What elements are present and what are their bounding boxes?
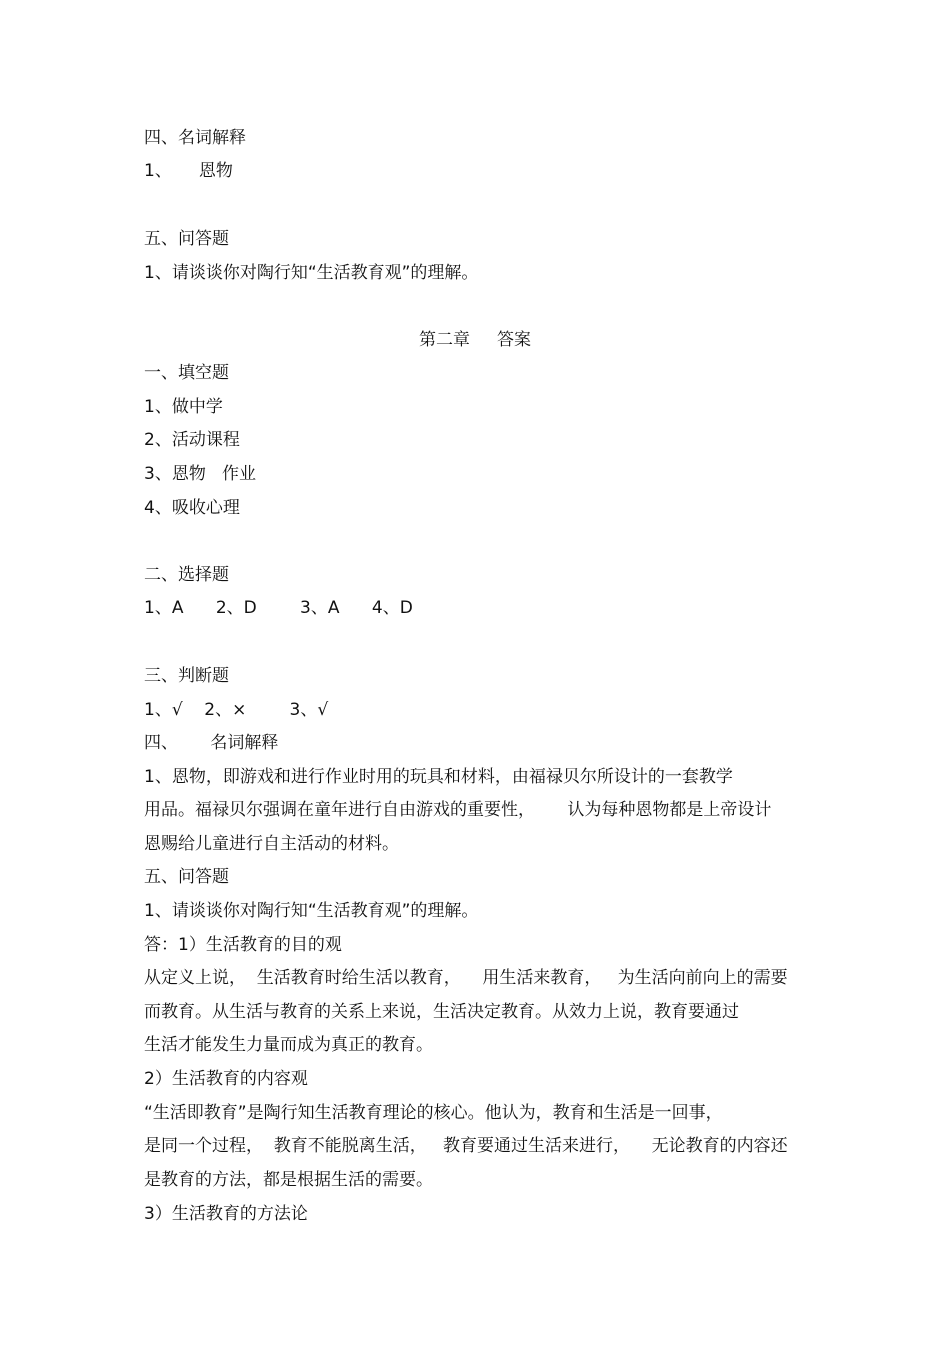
fill-answer-4: 4、吸收心理 xyxy=(144,498,240,518)
choice-answers: 1、A 2、D 3、A 4、D xyxy=(144,598,413,618)
qa-answer-line: 而教育。从生活与教育的关系上来说，生活决定教育。从效力上说，教育要通过 xyxy=(144,1002,739,1022)
judge-answers: 1、√ 2、× 3、√ xyxy=(144,700,329,720)
terms-answer-line: 恩赐给儿童进行自主活动的材料。 xyxy=(144,834,399,854)
fill-answer-2: 2、活动课程 xyxy=(144,430,240,450)
answer-heading-qa: 五、问答题 xyxy=(144,867,229,887)
answer-heading-judge: 三、判断题 xyxy=(144,666,229,686)
fill-answer-3: 3、恩物 作业 xyxy=(144,464,257,484)
answer-heading-choice: 二、选择题 xyxy=(144,565,229,585)
term-question-1: 1、 恩物 xyxy=(144,161,233,181)
terms-answer-line: 1、恩物，即游戏和进行作业时用的玩具和材料，由福禄贝尔所设计的一套教学 xyxy=(144,767,733,787)
answer-heading-terms: 四、 名词解释 xyxy=(144,733,279,753)
section-heading-qa: 五、问答题 xyxy=(144,229,229,249)
qa-question-1: 1、请谈谈你对陶行知“生活教育观”的理解。 xyxy=(144,263,479,283)
qa-answer-line: 是同一个过程， 教育不能脱离生活， 教育要通过生活来进行， 无论教育的内容还 xyxy=(144,1136,788,1156)
qa-answer-line: 答：1）生活教育的目的观 xyxy=(144,935,342,955)
qa-answer-line: 从定义上说， 生活教育时给生活以教育， 用生活来教育， 为生活向前向上的需要 xyxy=(144,968,788,988)
qa-answer-line: 生活才能发生力量而成为真正的教育。 xyxy=(144,1035,433,1055)
qa-answer-line: “生活即教育”是陶行知生活教育理论的核心。他认为，教育和生活是一回事， xyxy=(144,1103,723,1123)
qa-answer-line: 3）生活教育的方法论 xyxy=(144,1204,308,1224)
qa-answer-question: 1、请谈谈你对陶行知“生活教育观”的理解。 xyxy=(144,901,479,921)
answer-heading-fill: 一、填空题 xyxy=(144,363,229,383)
fill-answer-1: 1、做中学 xyxy=(144,397,223,417)
terms-answer-line: 用品。福禄贝尔强调在童年进行自由游戏的重要性， 认为每种恩物都是上帝设计 xyxy=(144,800,772,820)
section-heading-term-explanation: 四、名词解释 xyxy=(144,128,246,148)
qa-answer-line: 是教育的方法，都是根据生活的需要。 xyxy=(144,1170,433,1190)
qa-answer-line: 2）生活教育的内容观 xyxy=(144,1069,308,1089)
chapter-answers-title: 第二章 答案 xyxy=(418,330,532,350)
